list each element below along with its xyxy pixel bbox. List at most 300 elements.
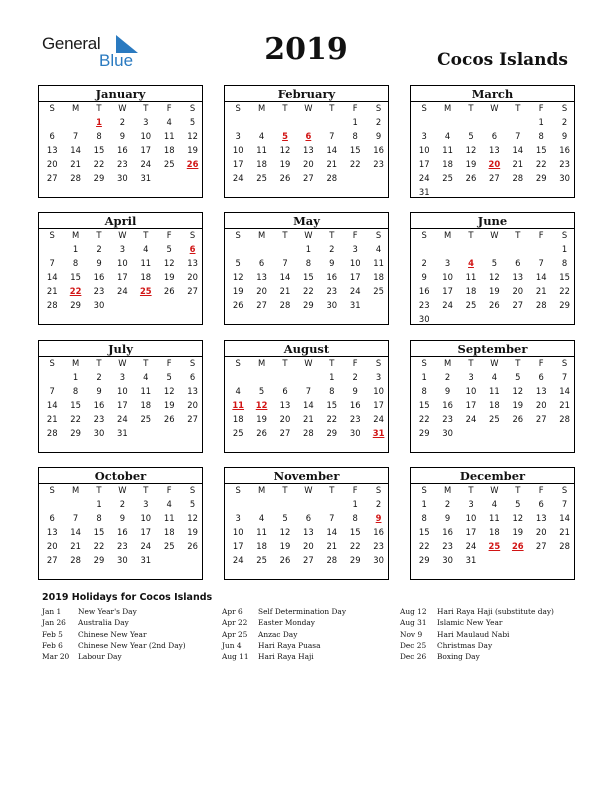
holiday-name: Anzac Day [258, 629, 298, 639]
weekday-header: S [375, 103, 382, 113]
day-cell: 26 [163, 413, 175, 424]
holiday-date: Apr 25 [222, 629, 248, 639]
day-cell: 1 [352, 117, 358, 127]
day-cell: 6 [258, 257, 265, 268]
weekday-header: M [71, 103, 80, 113]
day-cell: 28 [559, 413, 570, 424]
day-cell: 8 [352, 512, 358, 523]
day-cell: 13 [512, 271, 524, 282]
weekday-header: S [421, 230, 427, 240]
day-cell: 14 [326, 526, 338, 537]
day-cell: 1 [561, 244, 568, 254]
day-cell: 12 [163, 385, 175, 396]
day-cell: 17 [465, 526, 477, 537]
day-cell: 10 [232, 526, 244, 537]
day-cell: 14 [279, 271, 291, 282]
weekday-header: M [443, 230, 452, 240]
month-november [224, 467, 389, 580]
weekday-header: M [257, 230, 266, 240]
day-cell: 31 [140, 172, 152, 183]
weekday-header: F [352, 485, 358, 495]
day-cell: 22 [349, 540, 361, 551]
day-cell: 26 [279, 554, 291, 565]
day-cell: 9 [96, 385, 102, 396]
day-cell: 21 [70, 540, 81, 551]
weekday-header: T [515, 358, 521, 368]
day-cell: 30 [93, 299, 105, 310]
day-cell: 23 [373, 158, 384, 169]
day-cell: 24 [465, 413, 477, 424]
day-cell: 25 [465, 299, 477, 310]
day-cell: 25 [256, 554, 267, 565]
weekday-header: T [515, 230, 521, 240]
weekday-header: T [282, 485, 288, 495]
day-cell: 16 [442, 526, 453, 537]
holiday-day-cell: 5 [282, 130, 288, 141]
day-cell: 4 [491, 499, 498, 509]
day-cell: 21 [559, 399, 570, 410]
day-cell: 5 [235, 257, 241, 268]
day-cell: 23 [117, 158, 128, 169]
day-cell: 18 [163, 526, 175, 537]
holiday-name: Self Determination Day [258, 607, 346, 616]
weekday-header: F [538, 230, 544, 240]
day-cell: 29 [326, 427, 338, 438]
holiday-day-cell: 11 [232, 399, 245, 410]
weekday-header: S [189, 103, 196, 113]
day-cell: 28 [46, 299, 58, 310]
day-cell: 19 [187, 144, 198, 155]
day-cell: 9 [96, 257, 102, 268]
day-cell: 8 [538, 130, 544, 141]
weekday-header: S [189, 485, 196, 495]
day-cell: 20 [303, 540, 314, 551]
day-cell: 28 [535, 299, 547, 310]
day-cell: 23 [117, 540, 128, 551]
weekday-header: T [329, 103, 335, 113]
day-cell: 25 [256, 172, 267, 183]
day-cell: 6 [305, 512, 312, 523]
day-cell: 6 [491, 130, 498, 141]
day-cell: 21 [279, 285, 291, 296]
month-december [410, 467, 575, 580]
weekday-header: F [538, 358, 544, 368]
weekday-header: F [538, 103, 544, 113]
day-cell: 30 [418, 313, 430, 324]
weekday-header: W [490, 230, 499, 240]
day-cell: 25 [163, 540, 175, 551]
weekday-header: F [538, 485, 544, 495]
day-cell: 21 [535, 285, 547, 296]
day-cell: 28 [70, 554, 81, 565]
day-cell: 12 [187, 512, 198, 523]
day-cell: 10 [442, 271, 453, 282]
day-cell: 20 [535, 526, 547, 537]
day-cell: 30 [349, 427, 361, 438]
weekday-header: W [304, 485, 313, 495]
day-cell: 27 [256, 299, 267, 310]
day-cell: 3 [444, 257, 451, 268]
day-cell: 6 [515, 257, 521, 268]
holiday-date: Aug 12 [400, 607, 427, 616]
day-cell: 12 [512, 385, 524, 396]
month-april [38, 212, 203, 325]
holiday-date: Jan 26 [42, 618, 66, 628]
day-cell: 17 [442, 285, 453, 296]
day-cell: 24 [232, 172, 244, 183]
weekday-header: F [352, 230, 358, 240]
day-cell: 1 [72, 244, 79, 254]
weekday-header: W [490, 358, 499, 368]
month-name: March [471, 87, 514, 101]
day-cell: 14 [46, 271, 58, 282]
day-cell: 13 [535, 385, 547, 396]
day-cell: 4 [143, 372, 149, 382]
day-cell: 13 [187, 257, 198, 268]
day-cell: 23 [442, 540, 453, 551]
weekday-header: W [118, 358, 127, 368]
day-cell: 15 [326, 399, 338, 410]
weekday-header: T [282, 103, 288, 113]
day-cell: 20 [256, 285, 267, 296]
day-cell: 11 [140, 257, 152, 268]
weekday-header: W [304, 103, 313, 113]
day-cell: 5 [189, 117, 196, 127]
day-cell: 24 [418, 172, 430, 183]
day-cell: 27 [535, 413, 547, 424]
day-cell: 28 [326, 172, 338, 183]
day-cell: 16 [117, 526, 128, 537]
month-name: April [104, 214, 137, 228]
day-cell: 4 [258, 130, 265, 141]
holiday-name: Hari Raya Haji (substitute day) [437, 607, 554, 616]
day-cell: 7 [72, 512, 79, 523]
day-cell: 5 [258, 385, 265, 396]
day-cell: 17 [418, 158, 430, 169]
weekday-header: S [561, 485, 568, 495]
day-cell: 13 [46, 144, 58, 155]
day-cell: 25 [489, 413, 500, 424]
day-cell: 26 [256, 427, 267, 438]
month-march [410, 85, 575, 198]
day-cell: 7 [561, 499, 568, 509]
day-cell: 8 [305, 257, 312, 268]
month-name: September [457, 342, 528, 356]
day-cell: 19 [279, 158, 291, 169]
day-cell: 2 [96, 244, 102, 254]
weekday-header: T [143, 230, 149, 240]
day-cell: 4 [375, 244, 382, 254]
day-cell: 17 [232, 540, 244, 551]
day-cell: 18 [232, 413, 244, 424]
weekday-header: S [421, 103, 427, 113]
day-cell: 9 [329, 257, 335, 268]
day-cell: 14 [512, 144, 524, 155]
day-cell: 18 [256, 540, 267, 551]
day-cell: 11 [256, 526, 267, 537]
day-cell: 1 [329, 372, 335, 382]
weekday-header: S [189, 230, 196, 240]
day-cell: 21 [303, 413, 314, 424]
holiday-date: Jun 4 [222, 640, 242, 650]
weekday-header: T [468, 103, 474, 113]
day-cell: 7 [282, 257, 288, 268]
day-cell: 22 [303, 285, 314, 296]
weekday-header: T [468, 358, 474, 368]
holiday-day-cell: 9 [375, 512, 382, 523]
day-cell: 15 [559, 271, 570, 282]
day-cell: 15 [93, 526, 105, 537]
weekday-header: T [282, 358, 288, 368]
weekday-header: M [257, 358, 266, 368]
day-cell: 16 [117, 144, 128, 155]
day-cell: 31 [117, 427, 128, 438]
day-cell: 17 [349, 271, 361, 282]
day-cell: 7 [561, 372, 568, 382]
holiday-day-cell: 26 [511, 540, 524, 551]
day-cell: 26 [512, 413, 524, 424]
day-cell: 11 [489, 385, 500, 396]
day-cell: 28 [512, 172, 524, 183]
weekday-header: W [118, 230, 127, 240]
holiday-name: Labour Day [78, 652, 122, 662]
day-cell: 20 [187, 399, 198, 410]
day-cell: 13 [279, 399, 291, 410]
weekday-header: F [352, 103, 358, 113]
day-cell: 15 [349, 144, 361, 155]
day-cell: 6 [538, 372, 544, 382]
holiday-name: Boxing Day [437, 652, 480, 662]
weekday-header: W [304, 358, 313, 368]
day-cell: 20 [512, 285, 524, 296]
day-cell: 23 [418, 299, 430, 310]
month-name: December [459, 469, 526, 483]
day-cell: 30 [373, 554, 384, 565]
day-cell: 4 [143, 244, 149, 254]
day-cell: 22 [418, 540, 430, 551]
day-cell: 10 [140, 130, 152, 141]
holiday-day-cell: 22 [69, 285, 82, 296]
day-cell: 17 [140, 144, 152, 155]
weekday-header: T [468, 485, 474, 495]
day-cell: 27 [512, 299, 524, 310]
weekday-header: S [49, 358, 55, 368]
day-cell: 21 [46, 413, 58, 424]
day-cell: 31 [140, 554, 152, 565]
holiday-day-cell: 20 [488, 158, 501, 169]
day-cell: 20 [46, 158, 58, 169]
day-cell: 24 [442, 299, 453, 310]
day-cell: 24 [117, 413, 128, 424]
day-cell: 30 [117, 172, 128, 183]
day-cell: 24 [349, 285, 361, 296]
day-cell: 5 [189, 499, 196, 509]
day-cell: 24 [232, 554, 244, 565]
day-cell: 28 [559, 540, 570, 551]
day-cell: 8 [72, 257, 79, 268]
day-cell: 16 [93, 399, 105, 410]
weekday-header: W [304, 230, 313, 240]
day-cell: 10 [232, 144, 244, 155]
weekday-header: F [166, 358, 172, 368]
weekday-header: M [443, 358, 452, 368]
day-cell: 23 [559, 158, 570, 169]
day-cell: 29 [93, 172, 105, 183]
day-cell: 17 [373, 399, 384, 410]
day-cell: 7 [305, 385, 312, 396]
holiday-name: Australia Day [78, 618, 129, 628]
day-cell: 27 [303, 554, 314, 565]
day-cell: 8 [352, 130, 358, 141]
day-cell: 17 [117, 399, 128, 410]
day-cell: 1 [421, 499, 427, 509]
day-cell: 10 [418, 144, 430, 155]
holiday-date: Dec 25 [400, 640, 427, 650]
day-cell: 30 [326, 299, 338, 310]
day-cell: 5 [515, 499, 521, 509]
day-cell: 9 [561, 130, 568, 141]
day-cell: 19 [256, 413, 267, 424]
weekday-header: S [375, 230, 382, 240]
day-cell: 24 [140, 540, 152, 551]
day-cell: 26 [465, 172, 477, 183]
holiday-day-cell: 25 [488, 540, 501, 551]
day-cell: 3 [119, 244, 126, 254]
month-name: October [94, 469, 147, 483]
day-cell: 20 [187, 271, 198, 282]
day-cell: 15 [349, 526, 361, 537]
day-cell: 20 [303, 158, 314, 169]
month-may [224, 212, 389, 325]
day-cell: 27 [279, 427, 291, 438]
month-september [410, 340, 575, 453]
day-cell: 22 [70, 413, 81, 424]
day-cell: 22 [559, 285, 570, 296]
day-cell: 1 [305, 244, 312, 254]
day-cell: 16 [93, 271, 105, 282]
day-cell: 24 [373, 413, 384, 424]
day-cell: 8 [421, 385, 427, 396]
day-cell: 3 [375, 372, 382, 382]
day-cell: 14 [303, 399, 314, 410]
weekday-header: S [235, 103, 241, 113]
holiday-name: Hari Raya Puasa [258, 640, 321, 650]
day-cell: 29 [70, 427, 81, 438]
day-cell: 28 [70, 172, 81, 183]
day-cell: 1 [352, 499, 358, 509]
day-cell: 6 [189, 372, 196, 382]
holidays-title: 2019 Holidays for Cocos Islands [42, 592, 213, 603]
day-cell: 3 [143, 117, 149, 127]
day-cell: 9 [444, 385, 451, 396]
weekday-header: S [375, 358, 382, 368]
day-cell: 29 [559, 299, 570, 310]
holiday-day-cell: 12 [255, 399, 268, 410]
day-cell: 8 [72, 385, 79, 396]
day-cell: 20 [535, 399, 547, 410]
day-cell: 22 [93, 540, 105, 551]
day-cell: 27 [46, 554, 58, 565]
weekday-header: T [143, 485, 149, 495]
day-cell: 3 [235, 130, 241, 141]
day-cell: 17 [117, 271, 128, 282]
weekday-header: F [352, 358, 358, 368]
day-cell: 3 [143, 499, 149, 509]
day-cell: 21 [512, 158, 524, 169]
day-cell: 16 [349, 399, 361, 410]
month-name: January [95, 87, 146, 101]
day-cell: 9 [119, 130, 126, 141]
day-cell: 15 [418, 399, 430, 410]
day-cell: 27 [489, 172, 500, 183]
day-cell: 7 [329, 512, 335, 523]
day-cell: 16 [326, 271, 338, 282]
day-cell: 23 [373, 540, 384, 551]
weekday-header: T [282, 230, 288, 240]
holiday-date: Feb 5 [42, 629, 63, 639]
day-cell: 13 [489, 144, 500, 155]
day-cell: 9 [352, 385, 358, 396]
day-cell: 31 [349, 299, 361, 310]
day-cell: 19 [512, 526, 524, 537]
day-cell: 24 [140, 158, 152, 169]
day-cell: 22 [93, 158, 105, 169]
day-cell: 18 [140, 399, 152, 410]
day-cell: 18 [163, 144, 175, 155]
day-cell: 26 [163, 285, 175, 296]
day-cell: 19 [187, 526, 198, 537]
day-cell: 15 [70, 399, 81, 410]
day-cell: 3 [235, 512, 241, 523]
holiday-name: Chinese New Year (2nd Day) [78, 640, 186, 650]
day-cell: 14 [559, 385, 570, 396]
month-october [38, 467, 203, 580]
weekday-header: S [235, 230, 241, 240]
day-cell: 12 [489, 271, 500, 282]
day-cell: 14 [70, 144, 81, 155]
day-cell: 11 [140, 385, 152, 396]
day-cell: 12 [279, 526, 291, 537]
day-cell: 19 [232, 285, 244, 296]
day-cell: 5 [166, 244, 172, 254]
day-cell: 16 [442, 399, 453, 410]
day-cell: 3 [119, 372, 126, 382]
day-cell: 7 [72, 130, 79, 141]
day-cell: 11 [256, 144, 267, 155]
day-cell: 23 [93, 413, 105, 424]
day-cell: 11 [163, 512, 175, 523]
weekday-header: T [96, 485, 102, 495]
day-cell: 13 [256, 271, 267, 282]
day-cell: 19 [163, 399, 175, 410]
day-cell: 30 [117, 554, 128, 565]
day-cell: 10 [349, 257, 361, 268]
month-name: February [277, 87, 336, 101]
day-cell: 7 [49, 385, 55, 396]
day-cell: 5 [491, 257, 498, 268]
day-cell: 3 [352, 244, 358, 254]
day-cell: 14 [46, 399, 58, 410]
weekday-header: S [235, 485, 241, 495]
day-cell: 7 [329, 130, 335, 141]
day-cell: 25 [140, 413, 152, 424]
day-cell: 5 [515, 372, 521, 382]
day-cell: 25 [232, 427, 244, 438]
weekday-header: W [118, 485, 127, 495]
holiday-date: Aug 31 [400, 618, 427, 628]
weekday-header: S [421, 485, 427, 495]
holiday-name: Christmas Day [437, 640, 493, 650]
